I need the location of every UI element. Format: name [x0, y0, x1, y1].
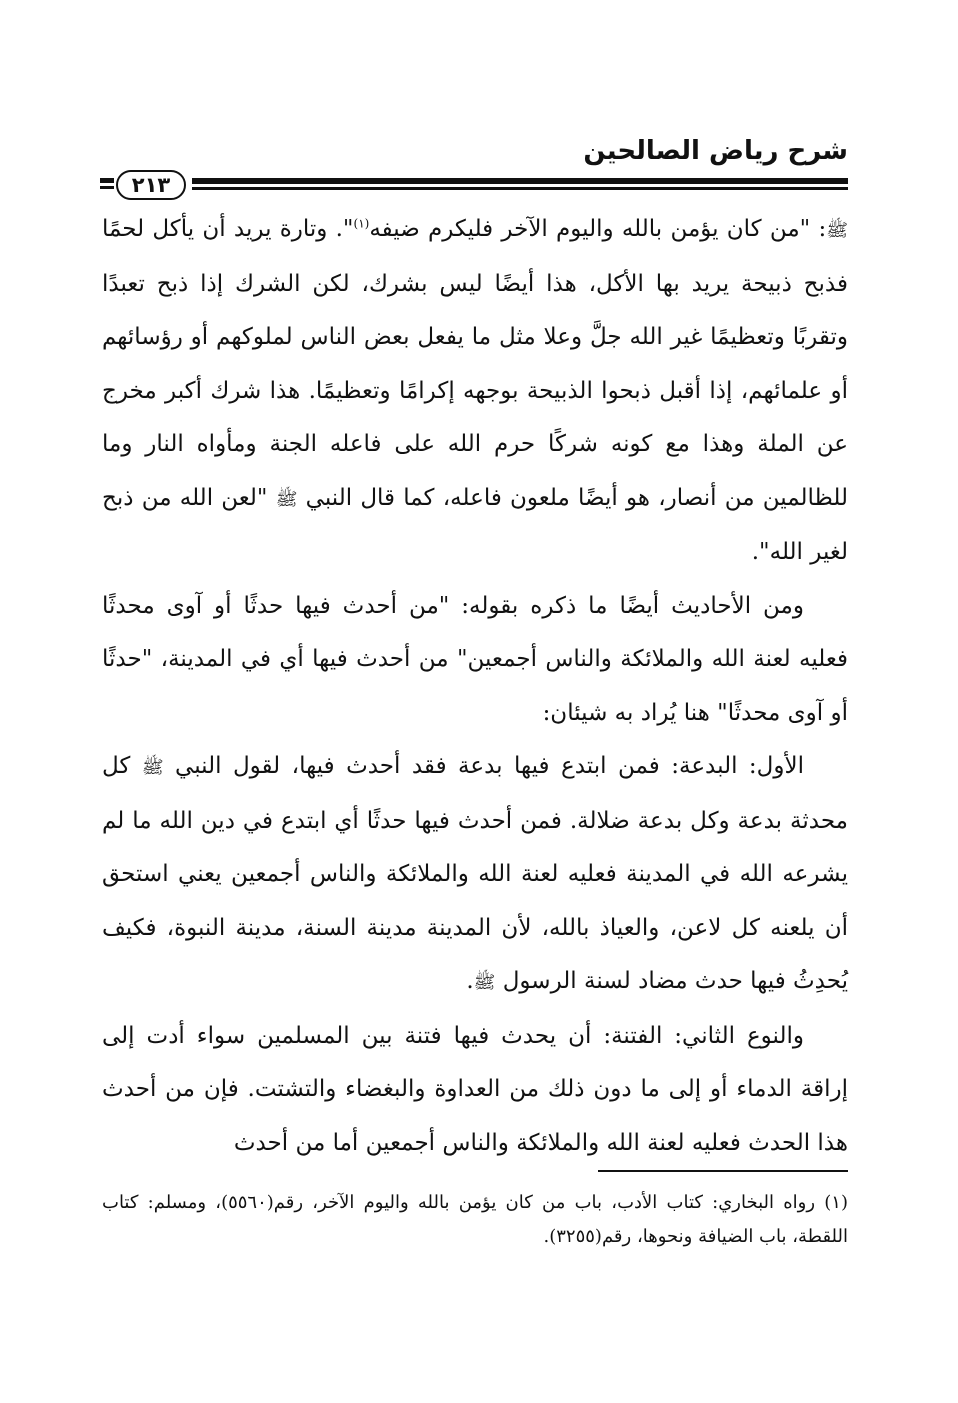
- paragraph-3-text-a: الأول: البدعة: فمن ابتدع فيها بدعة فقد أحدث فيها، لقول النبي: [175, 753, 804, 779]
- paragraph-4: والنوع الثاني: الفتنة: أن يحدث فيها فتنة بين المسلمين سواء أدت إلى إراقة الدماء أو إلى ما دون ذلك من العداوة والبغضاء والتشتت. فإن من أحدث هذا الحدث فعليه لعنة الله والملائكة والناس أجمعين أما من أحدث: [102, 1022, 848, 1156]
- footnote-divider: [598, 1170, 848, 1172]
- paragraph-1-text-a: : "من كان يؤمن بالله واليوم الآخر فليكرم ضيفه: [369, 216, 827, 242]
- footnotes: [102, 1186, 848, 1254]
- rule-thick-line: [192, 178, 848, 184]
- main-text: [102, 203, 848, 1170]
- rule-stub-top: [100, 178, 114, 183]
- paragraph-2: ومن الأحاديث أيضًا ما ذكره بقوله: "من أحدث فيها حدثًا أو آوى محدثًا فعليه لعنة الله والملائكة والناس أجمعين" من أحدث فيها أي في المدينة، "حدثًا أو آوى محدثًا" هنا يُراد به شيئان:: [102, 592, 848, 726]
- paragraph-1: [102, 203, 848, 580]
- pbuh-honorific: ﷺ: [141, 757, 164, 778]
- paragraph-3-text-b: كل محدثة بدعة وكل بدعة ضلالة. فمن أحدث فيها حدثًا أي ابتدع في دين الله ما لم يشرعه الله في المدينة فعليه لعنة الله والملائكة والناس أجمعين يعني استحق أن يلعنه كل لاعن، والعياذ بالله، لأن المدينة مدينة السنة، مدينة النبوة، فكيف يُحدِثُ فيها حدث مضاد لسنة الرسول: [102, 753, 848, 994]
- book-title: شرح رياض الصالحين: [583, 136, 848, 166]
- rule-stub-bottom: [100, 186, 114, 189]
- paragraph-1-text-c: "لعن الله من ذبح لغير الله".: [102, 484, 848, 565]
- paragraph-1-text-b: ". وتارة يريد أن يأكل لحمًا فذبح ذبيحة يريد بها الأكل، هذا أيضًا ليس بشرك، لكن الشرك إذا ذبح تعبدًا وتقربًا وتعظيمًا غير الله جلَّ وعلا مثل ما يفعل بعض الناس لملوكهم أو رؤسائهم أو علمائهم، إذا أقبل ذبحوا الذبيحة بوجهه إكرامًا وتعظيمًا. هذا شرك أكبر مخرج عن الملة وهذا مع كونه شركًا حرم الله على فاعله الجنة ومأواه النار وما للظالمين من أنصار، هو أيضًا ملعون فاعله، كما قال النبي: [102, 216, 848, 511]
- pbuh-honorific: ﷺ: [826, 220, 848, 241]
- page-number: ٢١٣: [116, 170, 186, 200]
- pbuh-honorific: ﷺ: [473, 972, 496, 993]
- header-rule: [100, 170, 848, 204]
- paragraph-3-text-c: .: [466, 968, 474, 994]
- paragraph-3: [102, 740, 848, 1010]
- footnote-1: (١) رواه البخاري: كتاب الأدب، باب من كان يؤمن بالله واليوم الآخر، رقم(٥٥٦٠)، ومسلم: كتاب اللقطة، باب الضيافة ونحوها، رقم(٣٢٥٥).: [102, 1192, 848, 1247]
- pbuh-honorific: ﷺ: [275, 488, 298, 510]
- footnote-reference[interactable]: (١): [353, 216, 370, 231]
- rule-thin-line: [192, 187, 848, 190]
